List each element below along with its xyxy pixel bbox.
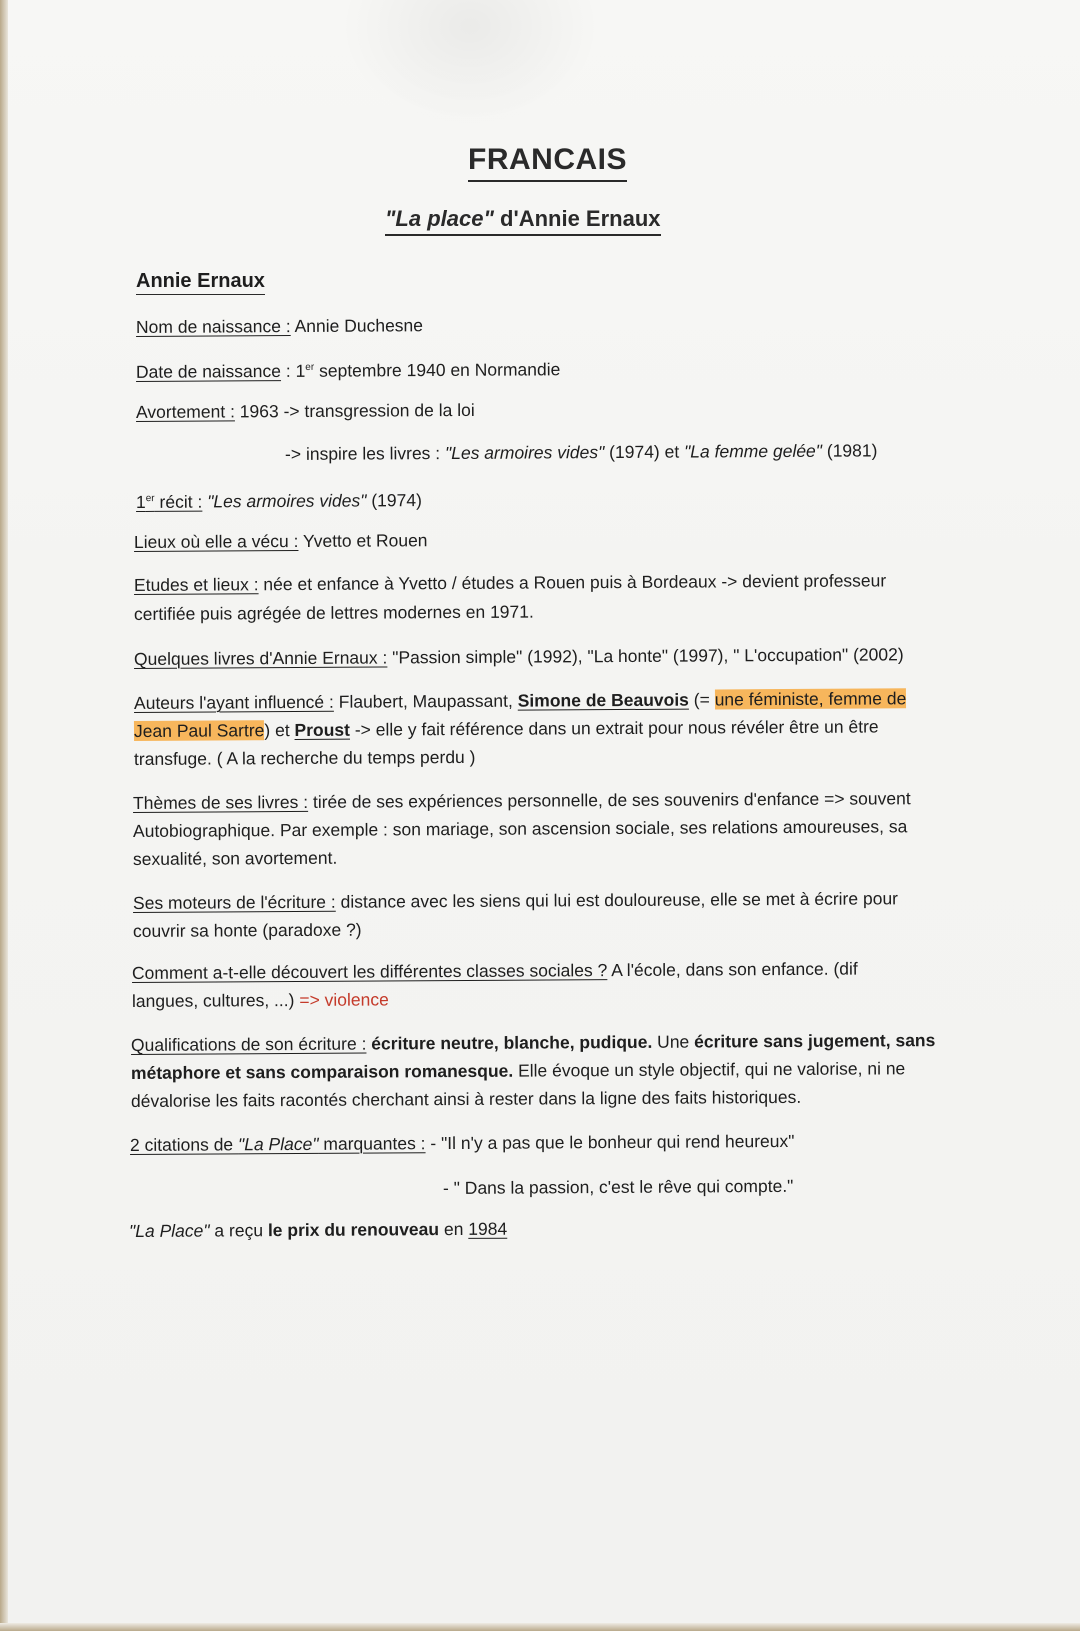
qualifications-line-1: Qualifications de son écriture : écriture neutre, blanche, pudique. Une écriture sans jugement, sans [130,1030,936,1055]
themes-label: Thèmes de ses livres : [132,791,309,813]
motives-label: Ses moteurs de l'écriture : [132,891,336,913]
highlight-feminist: une féministe, femme de [714,688,907,710]
birth-name-label: Nom de naissance : [135,316,291,337]
proust-name: Proust [294,719,351,741]
birth-date-value: septembre 1940 en Normandie [314,359,561,381]
beauvoir-name: Simone de Beauvois [517,689,689,711]
award-line: "La Place" a reçu le prix du renouveau en 1984 [128,1218,508,1241]
themes-line-2: Autobiographique. Par exemple : son mariage, son ascension sociale, ses relations amoureuses, sa [132,816,908,841]
abortion-value: 1963 -> transgression de la loi [234,399,475,422]
quotes-label: 2 citations de "La Place" marquantes : [129,1133,426,1155]
page-title: FRANCAIS [468,143,627,182]
birth-date-label: Date de naissance [135,360,282,382]
studies-label: Etudes et lieux : [133,574,259,595]
birth-date-line: Date de naissance : 1er septembre 1940 en Normandie [135,359,561,382]
studies-line-2: certifiée puis agrégée de lettres modernes en 1971. [133,601,534,624]
classes-line-1: Comment a-t-elle découvert les différentes classes sociales ? A l'école, dans son enfance. (dif [131,958,858,983]
themes-line-1: Thèmes de ses livres : tirée de ses expériences personnelle, de ses souvenirs d'enfance => souvent [132,788,911,813]
paper-edge-left [0,0,8,1631]
abortion-line [136,399,475,423]
books-line [134,643,904,670]
prize-name: le prix du renouveau [267,1219,440,1241]
places-label: Lieux où elle a vécu : [133,530,299,552]
qualifications-label: Qualifications de son écriture : [130,1033,367,1055]
influences-line-2: Jean Paul Sartre) et Proust -> elle y fait référence dans un extrait pour nous révéler être un être [133,716,879,741]
quotes-line-1 [130,1130,795,1156]
influences-label: Auteurs l'ayant influencé : [133,691,334,713]
books-value: "Passion simple" (1992), "La honte" (1997), " L'occupation" (2002) [387,644,904,668]
quote-2: - " Dans la passion, c'est le rêve qui compte." [442,1175,794,1198]
places-line [134,529,428,553]
themes-line-3: sexualité, son avortement. [132,847,338,869]
motives-line-1: Ses moteurs de l'écriture : distance avec les siens qui lui est douloureuse, elle se met à écrire pour [132,888,899,913]
first-story-line: 1er récit : "Les armoires vides" (1974) [135,490,422,512]
classes-line-2: langues, cultures, ...) => violence [131,989,389,1011]
highlight-sartre: Jean Paul Sartre [133,720,265,741]
birth-name-line [136,314,423,338]
qualifications-line-2: métaphore et sans comparaison romanesque. Elle évoque un style objectif, qui ne valorise, ni ne [130,1058,906,1083]
first-story-label: 1er récit : [135,491,203,512]
paper-fold-shadow [340,0,600,130]
places-value: Yvetto et Rouen [298,530,428,551]
section-heading: Annie Ernaux [136,270,265,295]
paper-edge-bottom [0,1623,1080,1631]
subtitle-author: d'Annie Ernaux [493,206,661,231]
birth-name-value: Annie Duchesne [290,315,424,337]
award-year: 1984 [468,1218,508,1239]
influences-line-1: Auteurs l'ayant influencé : Flaubert, Maupassant, Simone de Beauvois (= une féministe, femme de [133,688,907,713]
abortion-inspire-line: -> inspire les livres : "Les armoires vides" (1974) et "La femme gelée" (1981) [284,440,878,464]
quote-1: - "Il n'y a pas que le bonheur qui rend heureux" [425,1130,795,1154]
influences-line-3: transfuge. ( A la recherche du temps perdu ) [133,746,476,769]
qualifications-line-3: dévalorise les faits racontés cherchant ainsi à rester dans la ligne des faits historiques. [130,1086,802,1111]
abortion-label: Avortement : [135,401,235,422]
motives-line-2: couvrir sa honte (paradoxe ?) [132,919,362,941]
book-subtitle [385,206,661,236]
books-label: Quelques livres d'Annie Ernaux : [133,647,388,669]
studies-line-1: Etudes et lieux : née et enfance à Yvetto / études a Rouen puis à Bordeaux -> devient professeur [133,570,887,595]
violence-text: => violence [299,989,389,1010]
subtitle-work: "La place" [385,206,494,231]
classes-label: Comment a-t-elle découvert les différentes classes sociales ? [131,960,608,983]
